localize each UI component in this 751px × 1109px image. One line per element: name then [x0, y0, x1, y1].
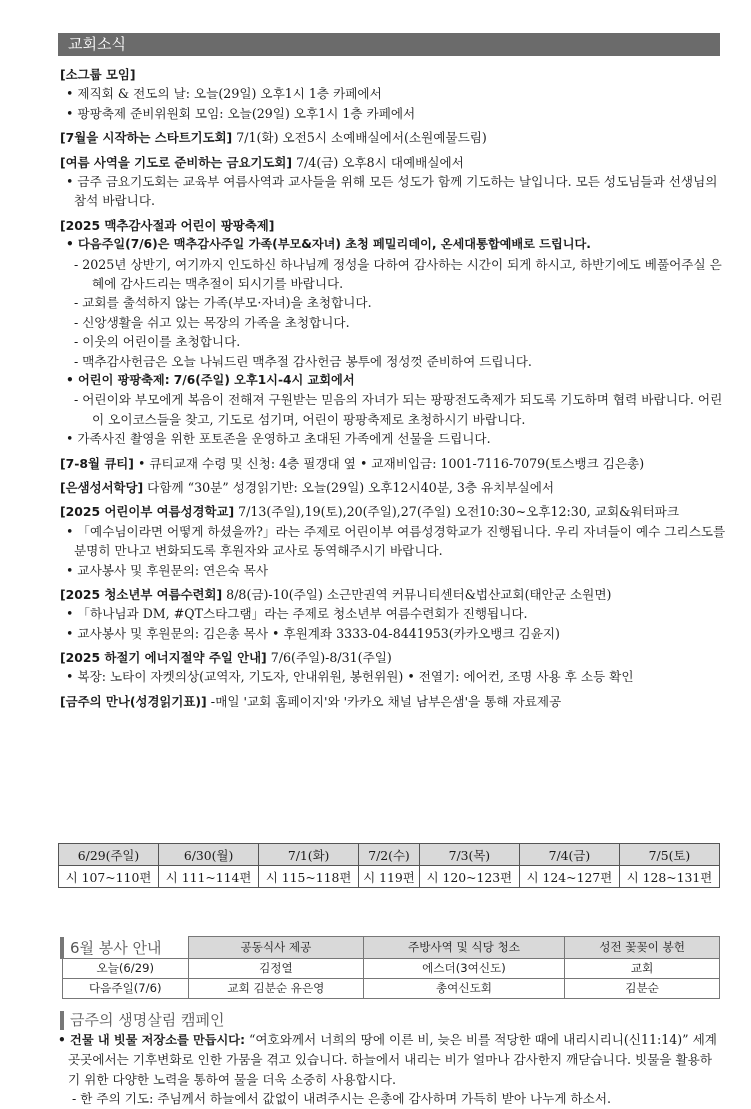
campaign-section	[58, 1011, 720, 1109]
reading-psalm: 시 115~118편	[259, 866, 359, 888]
youth-retreat-text: 8/8(금)-10(주일) 소근만권역 커뮤니티센터&법산교회(태안군 소원면)	[222, 586, 612, 602]
campaign-text: “여호와께서 너희의 땅에 이른 비, 늦은 비를 적당한 때에 내리시리니(신11:14)” 세계 곳곳에서는 기후변화로 인한 가뭄을 겪고 있습니다. 하늘에서 내리는 비가 얼마나 감사한지 깨닫습니다. 빗물을 활용하기 위한 다양한 노력을 통하여 물을 더욱 소중히 사용합시다.	[68, 1032, 717, 1087]
reading-day: 7/3(목)	[419, 844, 519, 866]
reading-day: 7/2(수)	[359, 844, 420, 866]
campaign-bold: • 건물 내 빗물 저장소를 만듭시다:	[58, 1033, 245, 1047]
bible-study-notice	[60, 478, 726, 497]
harvest-detail: - 어린이와 부모에게 복음이 전해져 구원받는 믿음의 자녀가 되는 팡팡전도축제가 되도록 기도하며 협력 바랍니다. 어린이 오이코스들을 찾고, 기도로 섬기며, 어린이 팡팡축제로 초청하시기 바랍니다.	[74, 392, 723, 427]
service-table	[60, 936, 720, 999]
service-cell: 에스더(3여신도)	[363, 958, 564, 978]
youth-retreat-desc: • 「하나님과 DM, #QT스타그램」라는 주제로 청소년부 여름수련회가 진행됩니다.	[66, 606, 528, 622]
harvest-detail: - 이웃의 어린이를 초청합니다.	[74, 334, 241, 350]
youth-retreat-notice	[60, 585, 726, 604]
service-cell: 총여신도회	[363, 978, 564, 998]
reading-psalm: 시 124~127편	[519, 866, 619, 888]
reading-day: 6/29(주일)	[59, 844, 159, 866]
service-title: 6월 봉사 안내	[62, 937, 189, 959]
qt-heading: [7-8월 큐티]	[60, 455, 134, 471]
friday-prayer-heading: [여름 사역을 기도로 준비하는 금요기도회]	[60, 154, 293, 170]
service-header-row	[62, 937, 720, 959]
bible-study-text: 다함께 “30분” 성경읽기반: 오늘(29일) 오후12시40분, 3층 유치부실에서	[143, 479, 555, 495]
vbs-kids-notice	[60, 502, 726, 521]
reading-day: 6/30(월)	[159, 844, 259, 866]
reading-psalm: 시 111~114편	[159, 866, 259, 888]
reading-psalms-row	[59, 866, 720, 888]
july-start-notice	[60, 128, 726, 147]
qt-notice	[60, 454, 726, 473]
youth-retreat-contact: • 교사봉사 및 후원문의: 김은총 목사 • 후원계좌 3333-04-8441953(카카오뱅크 김윤지)	[66, 625, 560, 641]
harvest-detail: - 2025년 상반기, 여기까지 인도하신 하나님께 정성을 다하여 감사하는 시간이 되게 하시고, 하반기에도 베풀어주실 은혜에 감사드리는 맥추절이 되시기를 바랍니다.	[74, 256, 722, 291]
reading-psalm: 시 128~131편	[619, 866, 719, 888]
harvest-detail: - 신앙생활을 쉬고 있는 목장의 가족을 초청합니다.	[74, 314, 350, 330]
july-start-text: 7/1(화) 오전5시 소예배실에서(소원예물드림)	[232, 130, 487, 146]
reading-notice	[60, 692, 726, 711]
vbs-kids-desc: • 「예수님이라면 어떻게 하셨을까?」라는 주제로 어린이부 여름성경학교가 진행됩니다. 우리 자녀들이 예수 그리스도를 분명히 만나고 변화되도록 후원자와 교사로 동역해주시기 바랍니다.	[66, 523, 726, 559]
energy-heading: [2025 하절기 에너지절약 주일 안내]	[60, 650, 267, 666]
service-cell: 김분순	[565, 978, 720, 998]
july-start-heading: [7월을 시작하는 스타트기도회]	[60, 130, 233, 146]
vbs-kids-heading: [2025 어린이부 여름성경학교]	[60, 504, 235, 520]
qt-text: • 큐티교재 수령 및 신청: 4층 필갱대 옆 • 교재비입금: 1001-7116-7079(토스뱅크 김은총)	[133, 455, 645, 471]
campaign-prayer: - 한 주의 기도: 주님께서 하늘에서 값없이 내려주시는 은총에 감사하며 가득히 받아 나누게 하소서.	[72, 1091, 611, 1107]
reading-heading: [금주의 만나(성경읽기표)]	[60, 693, 207, 709]
service-column: 공동식사 제공	[189, 937, 364, 959]
service-row-label: 오늘(6/29)	[62, 958, 189, 978]
youth-retreat-heading: [2025 청소년부 여름수련회]	[60, 586, 223, 602]
small-group-item: • 팡팡축제 준비위원회 모임: 오늘(29일) 오후1시 1층 카페에서	[66, 105, 416, 121]
energy-text: 7/6(주일)-8/31(주일)	[266, 650, 392, 666]
reading-schedule-table	[58, 843, 720, 888]
campaign-bold-text: 건물 내 빗물 저장소를 만듭시다:	[70, 1033, 245, 1047]
vbs-kids-contact: • 교사봉사 및 후원문의: 연은숙 목사	[66, 562, 269, 578]
reading-psalm: 시 120~123편	[419, 866, 519, 888]
friday-prayer-notice	[60, 153, 726, 172]
harvest-detail: - 교회를 출석하지 않는 가족(부모·자녀)을 초청합니다.	[74, 295, 372, 311]
section-header: 교회소식	[58, 33, 720, 56]
harvest-heading: [2025 맥추감사절과 어린이 팡팡축제]	[60, 217, 275, 233]
reading-day: 7/5(토)	[619, 844, 719, 866]
campaign-body	[58, 1030, 720, 1089]
reading-day: 7/1(화)	[259, 844, 359, 866]
harvest-detail: - 맥추감사헌금은 오늘 나눠드린 맥추절 감사헌금 봉투에 정성껏 준비하여 드립니다.	[74, 353, 532, 369]
service-cell: 교회	[565, 958, 720, 978]
friday-prayer-text: 7/4(금) 오후8시 대예배실에서	[292, 154, 464, 170]
harvest-bullet: • 가족사진 촬영을 위한 포토존을 운영하고 초대된 가족에게 선물을 드립니다.	[66, 431, 491, 447]
service-row	[62, 958, 720, 978]
bible-study-heading: [은샘성서학당]	[60, 479, 144, 495]
friday-prayer-desc: • 금주 금요기도회는 교육부 여름사역과 교사들을 위해 모든 성도가 함께 기도하는 날입니다. 모든 성도님들과 선생님의 참석 바랍니다.	[66, 173, 718, 209]
service-row-label: 다음주일(7/6)	[62, 978, 189, 998]
energy-desc: • 복장: 노타이 자켓의상(교역자, 기도자, 안내위원, 봉헌위원) • 전열기: 에어컨, 조명 사용 후 소등 확인	[66, 669, 634, 685]
reading-psalm: 시 119편	[359, 866, 420, 888]
vbs-kids-text: 7/13(주일),19(토),20(주일),27(주일) 오전10:30~오후12:30, 교회&워터파크	[234, 504, 679, 520]
small-group-item: • 제직회 & 전도의 날: 오늘(29일) 오후1시 1층 카페에서	[66, 86, 382, 102]
service-column: 성전 꽃꽂이 봉헌	[565, 937, 720, 959]
harvest-bullet: • 다음주일(7/6)은 맥추감사주일 가족(부모&자녀) 초청 페밀리데이, 온세대통합예배로 드립니다.	[66, 237, 591, 252]
reading-days-row	[59, 844, 720, 866]
service-row	[62, 978, 720, 998]
service-cell: 교회 김분순 유은영	[189, 978, 364, 998]
small-group-heading: [소그룹 모임]	[60, 67, 136, 82]
energy-notice	[60, 648, 726, 667]
service-column: 주방사역 및 식당 청소	[363, 937, 564, 959]
harvest-bullet: • 어린이 팡팡축제: 7/6(주일) 오후1시-4시 교회에서	[66, 372, 355, 387]
service-cell: 김정열	[189, 958, 364, 978]
reading-psalm: 시 107~110편	[59, 866, 159, 888]
campaign-title: 금주의 생명살림 캠페인	[60, 1011, 720, 1030]
news-content	[60, 65, 726, 711]
reading-text: -매일 '교회 홈페이지'와 '카카오 채널 남부은샘'을 통해 자료제공	[206, 693, 562, 709]
reading-day: 7/4(금)	[519, 844, 619, 866]
